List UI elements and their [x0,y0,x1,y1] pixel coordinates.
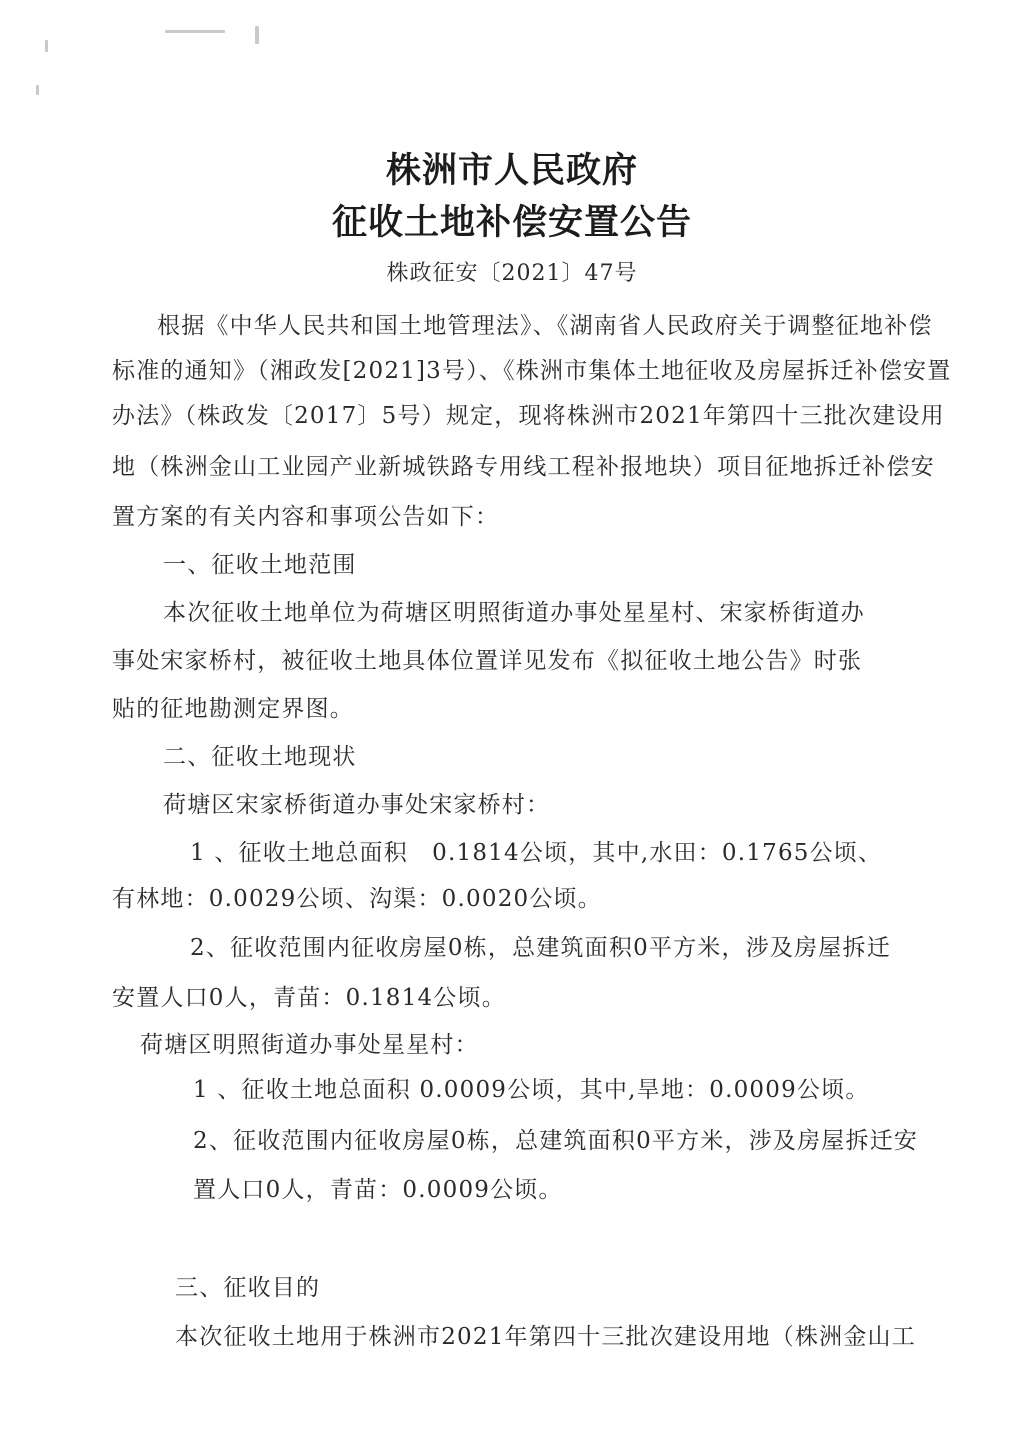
scan-mark [36,85,39,95]
body-line: 办法》（株政发〔2017〕5号）规定，现将株洲市2021年第四十三批次建设用 [112,403,945,429]
body-line: 置方案的有关内容和事项公告如下： [112,504,500,530]
subsection-heading: 荷塘区明照街道办事处星星村： [140,1032,479,1058]
body-line: 根据《中华人民共和国土地管理法》、《湖南省人民政府关于调整征地补偿 [157,313,933,339]
document-title-line1: 株洲市人民政府 [385,151,638,191]
section-heading-2: 二、征收土地现状 [163,744,357,770]
document-title-line2: 征收土地补偿安置公告 [331,203,692,243]
body-line: 1 、征收土地总面积 0.1814公顷，其中,水田：0.1765公顷、 [190,840,883,866]
body-line: 安置人口0人，青苗：0.1814公顷。 [112,985,506,1011]
scan-mark [45,40,48,52]
body-line: 标准的通知》（湘政发[2021]3号）、《株洲市集体土地征收及房屋拆迁补偿安置 [112,358,952,384]
scan-mark [255,26,259,44]
section-heading-1: 一、征收土地范围 [163,552,357,578]
body-line: 置人口0人，青苗：0.0009公顷。 [193,1177,563,1203]
scan-mark [165,30,225,33]
body-line: 本次征收土地用于株洲市2021年第四十三批次建设用地（株洲金山工 [175,1324,916,1350]
body-line: 1 、征收土地总面积 0.0009公顷，其中,旱地：0.0009公顷。 [193,1077,870,1103]
body-line: 2、征收范围内征收房屋0栋，总建筑面积0平方米，涉及房屋拆迁 [190,935,891,961]
body-line: 本次征收土地单位为荷塘区明照街道办事处星星村、宋家桥街道办 [163,600,865,626]
body-line: 有林地：0.0029公顷、沟渠：0.0020公顷。 [112,886,602,912]
body-line: 事处宋家桥村，被征收土地具体位置详见发布《拟征收土地公告》时张 [112,648,863,674]
subsection-heading: 荷塘区宋家桥街道办事处宋家桥村： [163,792,551,818]
document-number: 株政征安〔2021〕47号 [386,261,638,286]
body-line: 2、征收范围内征收房屋0栋，总建筑面积0平方米，涉及房屋拆迁安 [193,1128,919,1154]
body-line: 贴的征地勘测定界图。 [112,696,354,722]
section-heading-3: 三、征收目的 [175,1275,321,1301]
body-line: 地（株洲金山工业园产业新城铁路专用线工程补报地块）项目征地拆迁补偿安 [112,454,935,480]
